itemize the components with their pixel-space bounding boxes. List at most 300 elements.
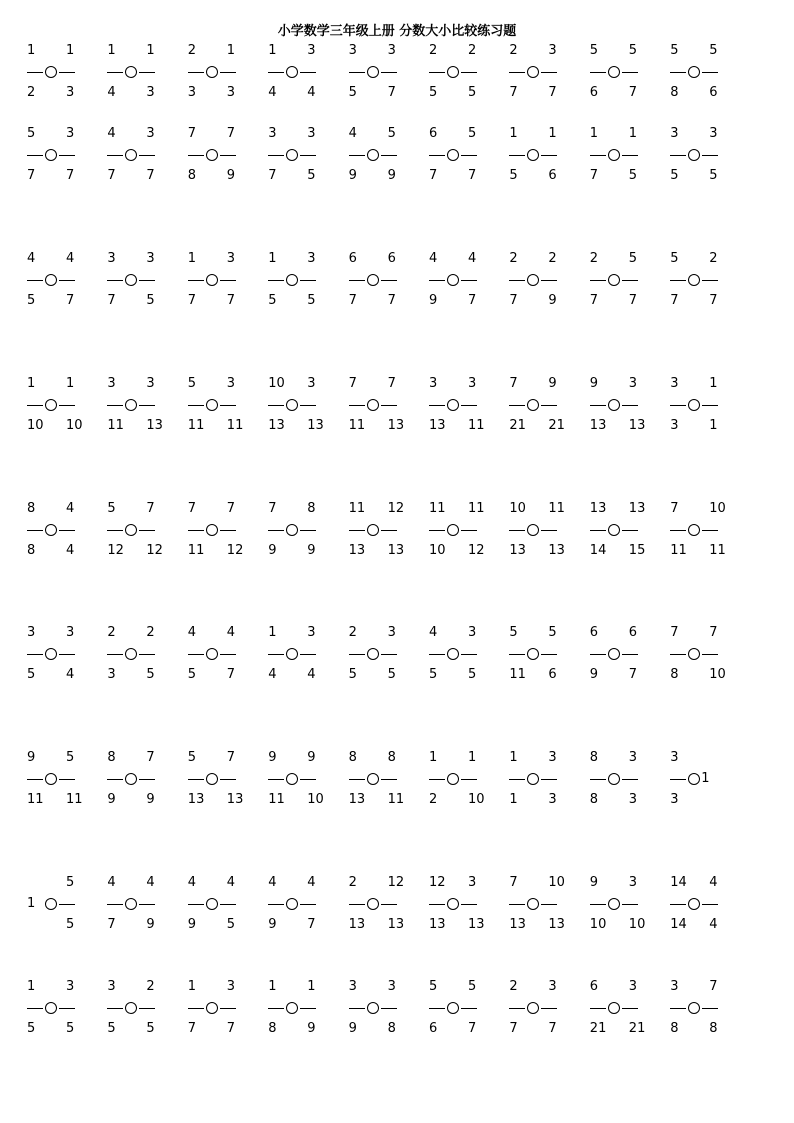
left-fraction-bar xyxy=(429,405,445,406)
right-denominator: 11 xyxy=(66,792,83,807)
left-fraction-bar xyxy=(670,654,686,655)
right-numerator: 3 xyxy=(628,750,638,765)
right-numerator: 3 xyxy=(387,43,396,58)
comparison-circle[interactable] xyxy=(527,524,539,536)
comparison-circle[interactable] xyxy=(527,898,539,910)
right-fraction-bar xyxy=(702,530,718,531)
comparison-circle[interactable] xyxy=(45,274,57,286)
left-denominator: 21 xyxy=(509,418,526,433)
right-fraction-bar xyxy=(59,654,75,655)
right-fraction-bar xyxy=(139,904,155,905)
left-numerator: 8 xyxy=(348,750,357,765)
comparison-circle[interactable] xyxy=(608,274,620,286)
left-fraction-bar xyxy=(349,280,365,281)
right-denominator: 9 xyxy=(226,168,236,183)
left-numerator: 5 xyxy=(670,43,679,58)
left-denominator: 7 xyxy=(107,168,116,183)
right-denominator: 10 xyxy=(66,418,83,433)
right-numerator: 5 xyxy=(628,43,638,58)
comparison-circle[interactable] xyxy=(286,1002,298,1014)
right-numerator: 7 xyxy=(709,625,718,640)
comparison-item xyxy=(187,875,257,945)
comparison-item xyxy=(26,625,96,695)
left-fraction-bar xyxy=(670,904,686,905)
right-numerator: 2 xyxy=(709,251,718,266)
comparison-circle[interactable] xyxy=(447,898,459,910)
comparison-circle[interactable] xyxy=(688,399,700,411)
comparison-item xyxy=(348,875,418,945)
left-fraction-bar xyxy=(268,530,284,531)
comparison-item xyxy=(428,979,498,1049)
comparison-circle[interactable] xyxy=(125,1002,137,1014)
right-denominator: 5 xyxy=(387,667,396,682)
right-fraction-bar xyxy=(541,779,557,780)
right-denominator: 7 xyxy=(226,1021,236,1036)
left-denominator: 14 xyxy=(589,543,607,558)
comparison-circle[interactable] xyxy=(286,399,298,411)
right-fraction-bar xyxy=(622,530,638,531)
comparison-item xyxy=(428,43,498,113)
comparison-item xyxy=(267,501,337,571)
left-numerator: 7 xyxy=(268,501,277,516)
comparison-circle[interactable] xyxy=(447,773,459,785)
comparison-circle[interactable] xyxy=(527,149,539,161)
left-numerator: 7 xyxy=(509,875,518,890)
left-denominator: 7 xyxy=(187,1021,197,1036)
right-fraction-bar xyxy=(381,405,397,406)
comparison-circle[interactable] xyxy=(688,149,700,161)
right-fraction-bar xyxy=(300,654,316,655)
comparison-item xyxy=(187,251,257,321)
right-denominator: 9 xyxy=(387,168,396,183)
right-denominator: 11 xyxy=(709,543,726,558)
comparison-circle[interactable] xyxy=(447,648,459,660)
right-numerator: 10 xyxy=(548,875,565,890)
left-denominator: 11 xyxy=(348,418,366,433)
right-denominator: 9 xyxy=(307,543,316,558)
comparison-circle[interactable] xyxy=(688,66,700,78)
right-fraction-bar xyxy=(139,654,155,655)
comparison-circle[interactable] xyxy=(447,274,459,286)
comparison-circle[interactable] xyxy=(206,648,218,660)
right-fraction-bar xyxy=(702,155,718,156)
comparison-circle[interactable] xyxy=(125,149,137,161)
comparison-circle[interactable] xyxy=(367,149,379,161)
left-fraction-bar xyxy=(188,654,204,655)
comparison-item xyxy=(267,625,337,695)
left-denominator: 13 xyxy=(509,917,526,932)
left-denominator: 13 xyxy=(429,418,446,433)
comparison-circle[interactable] xyxy=(206,399,218,411)
left-numerator: 9 xyxy=(589,376,599,391)
left-denominator: 4 xyxy=(107,85,116,100)
right-numerator: 1 xyxy=(226,43,236,58)
right-fraction-bar xyxy=(220,72,236,73)
right-denominator: 7 xyxy=(226,293,236,308)
left-fraction-bar xyxy=(590,72,606,73)
right-numerator: 3 xyxy=(548,979,557,994)
right-denominator: 7 xyxy=(387,85,396,100)
left-fraction-bar xyxy=(670,405,686,406)
right-denominator: 7 xyxy=(548,1021,557,1036)
comparison-circle[interactable] xyxy=(688,773,700,785)
left-fraction-bar xyxy=(590,405,606,406)
left-denominator: 11 xyxy=(268,792,285,807)
comparison-circle[interactable] xyxy=(45,524,57,536)
comparison-circle[interactable] xyxy=(286,149,298,161)
left-denominator: 11 xyxy=(187,418,205,433)
left-fraction-bar xyxy=(188,72,204,73)
right-fraction-bar xyxy=(702,280,718,281)
left-numerator: 6 xyxy=(429,126,438,141)
right-denominator: 10 xyxy=(468,792,485,807)
comparison-circle[interactable] xyxy=(286,648,298,660)
left-denominator: 9 xyxy=(348,1021,357,1036)
left-numerator: 10 xyxy=(268,376,285,391)
right-numerator: 3 xyxy=(146,251,155,266)
comparison-item xyxy=(348,501,418,571)
left-numerator: 11 xyxy=(429,501,446,516)
left-fraction-bar xyxy=(107,530,123,531)
left-denominator: 5 xyxy=(27,293,36,308)
comparison-circle[interactable] xyxy=(206,524,218,536)
right-denominator: 7 xyxy=(226,667,236,682)
left-fraction-bar xyxy=(27,654,43,655)
comparison-item xyxy=(589,750,659,820)
right-numerator: 4 xyxy=(468,251,477,266)
comparison-circle[interactable] xyxy=(45,1002,57,1014)
right-numerator: 7 xyxy=(709,979,718,994)
comparison-circle[interactable] xyxy=(608,648,620,660)
comparison-circle[interactable] xyxy=(45,399,57,411)
right-numerator: 3 xyxy=(468,625,477,640)
right-denominator: 5 xyxy=(146,667,155,682)
comparison-circle[interactable] xyxy=(608,773,620,785)
left-fraction-bar xyxy=(27,280,43,281)
left-fraction-bar xyxy=(27,155,43,156)
right-fraction-bar xyxy=(381,1008,397,1009)
right-fraction-bar xyxy=(300,405,316,406)
right-numerator: 1 xyxy=(307,979,316,994)
comparison-item xyxy=(589,126,659,196)
comparison-circle[interactable] xyxy=(608,524,620,536)
right-numerator: 11 xyxy=(548,501,565,516)
left-denominator: 8 xyxy=(670,1021,679,1036)
comparison-item xyxy=(106,376,176,446)
comparison-circle[interactable] xyxy=(688,524,700,536)
left-fraction-bar xyxy=(27,530,43,531)
left-denominator: 7 xyxy=(187,293,197,308)
comparison-circle[interactable] xyxy=(286,898,298,910)
comparison-item xyxy=(26,750,96,820)
right-fraction-bar xyxy=(461,654,477,655)
right-numerator: 8 xyxy=(307,501,316,516)
comparison-circle[interactable] xyxy=(125,648,137,660)
comparison-item xyxy=(508,979,578,1049)
comparison-item xyxy=(187,126,257,196)
right-fraction-bar xyxy=(622,654,638,655)
left-fraction-bar xyxy=(268,654,284,655)
right-fraction-bar xyxy=(139,72,155,73)
comparison-circle[interactable] xyxy=(206,773,218,785)
comparison-item xyxy=(669,750,739,820)
left-fraction-bar xyxy=(349,904,365,905)
left-denominator: 13 xyxy=(187,792,205,807)
right-denominator: 13 xyxy=(548,917,565,932)
right-numerator: 2 xyxy=(468,43,477,58)
right-denominator: 13 xyxy=(628,418,646,433)
left-denominator: 7 xyxy=(107,917,116,932)
left-numerator: 2 xyxy=(589,251,599,266)
left-denominator: 9 xyxy=(187,917,197,932)
comparison-circle[interactable] xyxy=(688,274,700,286)
left-denominator: 11 xyxy=(107,418,124,433)
right-numerator: 3 xyxy=(468,376,477,391)
right-fraction-bar xyxy=(220,904,236,905)
comparison-item xyxy=(669,43,739,113)
comparison-circle[interactable] xyxy=(447,399,459,411)
left-numerator: 2 xyxy=(509,251,518,266)
comparison-circle[interactable] xyxy=(608,399,620,411)
comparison-circle[interactable] xyxy=(125,898,137,910)
right-denominator: 13 xyxy=(387,543,405,558)
left-numerator: 2 xyxy=(107,625,116,640)
left-numerator: 5 xyxy=(509,625,518,640)
left-fraction-bar xyxy=(107,654,123,655)
left-numerator: 1 xyxy=(268,979,277,994)
right-fraction-bar xyxy=(541,280,557,281)
comparison-circle[interactable] xyxy=(608,1002,620,1014)
left-fraction-bar xyxy=(509,654,525,655)
comparison-item xyxy=(187,750,257,820)
comparison-item xyxy=(589,43,659,113)
left-fraction-bar xyxy=(27,72,43,73)
comparison-circle[interactable] xyxy=(206,274,218,286)
comparison-item xyxy=(589,625,659,695)
right-fraction-bar xyxy=(702,654,718,655)
exercise-row xyxy=(0,750,794,820)
left-denominator: 8 xyxy=(268,1021,277,1036)
comparison-item xyxy=(428,126,498,196)
comparison-circle[interactable] xyxy=(125,524,137,536)
comparison-circle[interactable] xyxy=(125,773,137,785)
comparison-circle[interactable] xyxy=(608,149,620,161)
comparison-circle[interactable] xyxy=(206,149,218,161)
comparison-circle[interactable] xyxy=(367,399,379,411)
left-numerator: 4 xyxy=(268,875,277,890)
right-denominator: 7 xyxy=(628,667,638,682)
comparison-circle[interactable] xyxy=(527,274,539,286)
comparison-circle[interactable] xyxy=(688,1002,700,1014)
comparison-circle[interactable] xyxy=(125,399,137,411)
comparison-circle[interactable] xyxy=(45,648,57,660)
comparison-circle[interactable] xyxy=(367,898,379,910)
left-fraction-bar xyxy=(349,405,365,406)
left-numerator: 5 xyxy=(187,750,197,765)
comparison-circle[interactable] xyxy=(447,149,459,161)
right-numerator: 3 xyxy=(307,625,316,640)
comparison-circle[interactable] xyxy=(286,274,298,286)
right-fraction-bar xyxy=(139,530,155,531)
comparison-circle[interactable] xyxy=(608,66,620,78)
left-denominator: 13 xyxy=(509,543,526,558)
comparison-circle[interactable] xyxy=(527,66,539,78)
comparison-circle[interactable] xyxy=(688,898,700,910)
comparison-item xyxy=(669,979,739,1049)
right-denominator: 5 xyxy=(468,667,477,682)
comparison-circle[interactable] xyxy=(527,1002,539,1014)
comparison-circle[interactable] xyxy=(125,66,137,78)
right-denominator: 4 xyxy=(709,917,718,932)
left-fraction-bar xyxy=(107,72,123,73)
comparison-circle[interactable] xyxy=(527,773,539,785)
right-fraction-bar xyxy=(300,280,316,281)
left-denominator: 3 xyxy=(187,85,197,100)
left-fraction-bar xyxy=(670,1008,686,1009)
left-fraction-bar xyxy=(590,779,606,780)
left-numerator: 5 xyxy=(429,979,438,994)
comparison-circle[interactable] xyxy=(367,524,379,536)
comparison-item xyxy=(26,875,96,945)
left-denominator: 5 xyxy=(27,1021,36,1036)
comparison-circle[interactable] xyxy=(367,66,379,78)
left-denominator: 7 xyxy=(509,85,518,100)
comparison-circle[interactable] xyxy=(447,524,459,536)
right-denominator: 13 xyxy=(468,917,485,932)
left-fraction-bar xyxy=(188,155,204,156)
comparison-circle[interactable] xyxy=(688,648,700,660)
right-numerator: 3 xyxy=(387,979,396,994)
comparison-circle[interactable] xyxy=(206,66,218,78)
right-fraction-bar xyxy=(461,280,477,281)
left-fraction-bar xyxy=(107,1008,123,1009)
left-denominator: 5 xyxy=(107,1021,116,1036)
left-numerator: 5 xyxy=(27,126,36,141)
left-fraction-bar xyxy=(107,405,123,406)
left-denominator: 7 xyxy=(670,293,679,308)
comparison-circle[interactable] xyxy=(45,898,57,910)
comparison-circle[interactable] xyxy=(286,773,298,785)
comparison-circle[interactable] xyxy=(45,149,57,161)
comparison-item xyxy=(348,376,418,446)
exercise-row xyxy=(0,875,794,945)
comparison-circle[interactable] xyxy=(447,66,459,78)
exercise-row xyxy=(0,376,794,446)
comparison-circle[interactable] xyxy=(45,773,57,785)
right-fraction-bar xyxy=(300,904,316,905)
comparison-circle[interactable] xyxy=(286,524,298,536)
left-denominator: 4 xyxy=(268,667,277,682)
worksheet-title: 小学数学三年级上册 分数大小比较练习题 xyxy=(277,24,517,39)
comparison-circle[interactable] xyxy=(45,66,57,78)
right-numerator: 1 xyxy=(66,376,75,391)
left-fraction-bar xyxy=(188,779,204,780)
left-numerator: 1 xyxy=(268,251,277,266)
left-numerator: 1 xyxy=(27,43,36,58)
left-numerator: 3 xyxy=(429,376,438,391)
left-fraction-bar xyxy=(188,904,204,905)
comparison-circle[interactable] xyxy=(527,648,539,660)
left-denominator: 8 xyxy=(589,792,599,807)
exercise-row xyxy=(0,43,794,113)
right-numerator: 4 xyxy=(709,875,718,890)
left-denominator: 3 xyxy=(670,792,679,807)
right-denominator: 11 xyxy=(226,418,244,433)
comparison-item xyxy=(106,43,176,113)
comparison-circle[interactable] xyxy=(286,66,298,78)
comparison-circle[interactable] xyxy=(608,898,620,910)
right-fraction-bar xyxy=(622,405,638,406)
right-fraction-bar xyxy=(220,654,236,655)
comparison-circle[interactable] xyxy=(447,1002,459,1014)
left-numerator: 3 xyxy=(107,376,116,391)
right-numerator: 2 xyxy=(146,979,155,994)
comparison-circle[interactable] xyxy=(367,648,379,660)
right-denominator: 11 xyxy=(387,792,405,807)
comparison-circle[interactable] xyxy=(367,1002,379,1014)
comparison-item xyxy=(267,750,337,820)
left-numerator: 6 xyxy=(348,251,357,266)
right-denominator: 5 xyxy=(468,85,477,100)
comparison-circle[interactable] xyxy=(367,274,379,286)
comparison-circle[interactable] xyxy=(527,399,539,411)
left-denominator: 9 xyxy=(348,168,357,183)
left-numerator: 5 xyxy=(670,251,679,266)
comparison-item xyxy=(428,750,498,820)
right-numerator: 4 xyxy=(226,625,236,640)
left-denominator: 11 xyxy=(27,792,44,807)
right-fraction-bar xyxy=(381,530,397,531)
left-numerator: 2 xyxy=(509,979,518,994)
left-fraction-bar xyxy=(107,280,123,281)
right-denominator: 13 xyxy=(387,418,405,433)
comparison-circle[interactable] xyxy=(206,898,218,910)
right-fraction-bar xyxy=(300,155,316,156)
right-fraction-bar xyxy=(702,72,718,73)
left-numerator: 1 xyxy=(107,43,116,58)
comparison-item xyxy=(508,625,578,695)
comparison-item xyxy=(26,376,96,446)
right-numerator: 7 xyxy=(146,750,155,765)
left-numerator: 3 xyxy=(107,251,116,266)
left-numerator: 4 xyxy=(429,625,438,640)
comparison-item xyxy=(106,126,176,196)
right-denominator: 21 xyxy=(548,418,565,433)
right-fraction-bar xyxy=(702,904,718,905)
right-denominator: 7 xyxy=(307,917,316,932)
right-fraction-bar xyxy=(461,72,477,73)
left-fraction-bar xyxy=(429,530,445,531)
comparison-circle[interactable] xyxy=(206,1002,218,1014)
right-denominator: 5 xyxy=(66,1021,75,1036)
comparison-circle[interactable] xyxy=(367,773,379,785)
comparison-item xyxy=(669,376,739,446)
comparison-circle[interactable] xyxy=(125,274,137,286)
left-fraction-bar xyxy=(590,654,606,655)
right-numerator: 3 xyxy=(548,750,557,765)
right-numerator: 3 xyxy=(307,251,316,266)
right-denominator: 4 xyxy=(66,543,75,558)
right-denominator: 10 xyxy=(628,917,646,932)
right-denominator: 7 xyxy=(548,85,557,100)
right-numerator: 3 xyxy=(628,875,638,890)
left-denominator: 13 xyxy=(348,543,366,558)
right-fraction-bar xyxy=(622,904,638,905)
right-fraction-bar xyxy=(381,779,397,780)
left-denominator: 13 xyxy=(348,792,366,807)
right-numerator: 7 xyxy=(146,501,155,516)
right-denominator: 9 xyxy=(146,792,155,807)
